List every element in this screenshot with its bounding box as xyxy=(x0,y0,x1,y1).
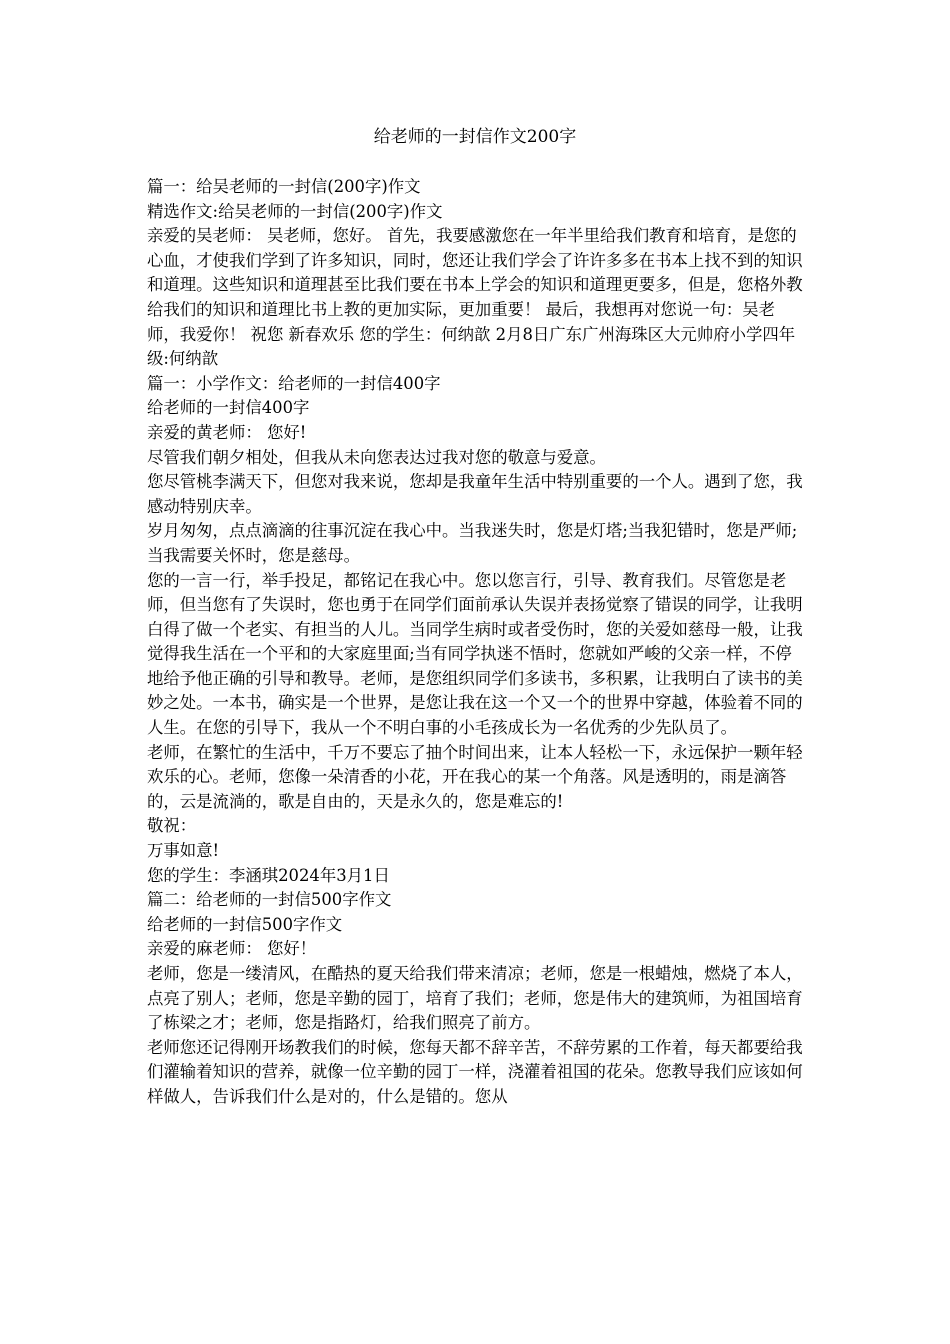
paragraph-body: 您尽管桃李满天下，但您对我来说，您却是我童年生活中特别重要的一个人。遇到了您，我感动特别庆幸。 xyxy=(147,472,803,516)
paragraph-body: 尽管我们朝夕相处，但我从未向您表达过我对您的敬意与爱意。 xyxy=(147,447,606,467)
paragraph-heading-3: 篇二：给老师的一封信500字作文 xyxy=(147,890,392,910)
paragraph-heading-1: 篇一：给吴老师的一封信(200字)作文 xyxy=(147,177,421,196)
paragraph-body: 老师，您是一缕清风，在酷热的夏天给我们带来清凉；老师，您是一根蜡烛，燃烧了本人，点亮了别人；老师，您是辛勤的园丁，培育了我们；老师，您是伟大的建筑师，为祖国培育了栋梁之才；老师，您是指路灯，给我们照亮了前方。 xyxy=(147,964,803,1033)
paragraph-closing: 万事如意! xyxy=(147,841,220,861)
paragraph-subheading-2: 给老师的一封信400字 xyxy=(147,398,310,418)
document-title: 给老师的一封信作文200字 xyxy=(373,127,577,147)
paragraph-body: 老师，在繁忙的生活中，千万不要忘了抽个时间出来，让本人轻松一下，永远保护一颗年轻欢乐的心。老师，您像一朵清香的小花，开在我心的某一个角落。风是透明的，雨是滴答的，云是流淌的，歌是自由的，天是永久的，您是难忘的! xyxy=(147,742,803,811)
paragraph-subheading-1: 精选作文:给吴老师的一封信(200字)作文 xyxy=(147,201,443,221)
document-body xyxy=(147,175,807,1110)
paragraph-heading-2: 篇一：小学作文：给老师的一封信400字 xyxy=(147,373,441,393)
paragraph-body: 老师您还记得刚开场教我们的时候，您每天都不辞辛苦，不辞劳累的工作着，每天都要给我们灌输着知识的营养，就像一位辛勤的园丁一样，浇灌着祖国的花朵。您教导我们应该如何样做人，告诉我们什么是对的，什么是错的。您从 xyxy=(147,1037,803,1106)
paragraph-subheading-3: 给老师的一封信500字作文 xyxy=(147,914,343,934)
paragraph-signature: 您的学生：李涵琪2024年3月1日 xyxy=(147,865,390,885)
paragraph-letter-1: 亲爱的吴老师： 吴老师，您好。 首先，我要感激您在一年半里给我们教育和培育，是您的心血，才使我们学到了许多知识，同时，您还让我们学会了许许多多在书本上找不到的知识和道理。这些知识和道理甚至比我们要在书本上学会的知识和道理更要多，但是，您格外教给我们的知识和道理比书上教的更加实际，更加重要！ 最后，我想再对您说一句：吴老师，我爱你！ 祝您 新春欢乐 您的学生：何纳歆 2月8日广东广州海珠区大元帅府小学四年级:何纳歆 xyxy=(147,226,803,369)
paragraph-closing: 敬祝： xyxy=(147,816,197,836)
paragraph-body: 您的一言一行，举手投足，都铭记在我心中。您以您言行，引导、教育我们。尽管您是老师，但当您有了失误时，您也勇于在同学们面前承认失误并表扬觉察了错误的同学，让我明白得了做一个老实、有担当的人儿。当同学生病时或者受伤时，您的关爱如慈母一般，让我觉得我生活在一个平和的大家庭里面;当有同学执迷不悟时，您就如严峻的父亲一样，不停地给予他正确的引导和教导。老师，是您组织同学们多读书，多积累，让我明白了读书的美妙之处。一本书，确实是一个世界，是您让我在这一个又一个的世界中穿越，体验着不同的人生。在您的引导下，我从一个不明白事的小毛孩成长为一名优秀的少先队员了。 xyxy=(147,570,803,738)
paragraph-salutation-2: 亲爱的黄老师： 您好! xyxy=(147,422,307,442)
paragraph-body: 岁月匆匆，点点滴滴的往事沉淀在我心中。当我迷失时，您是灯塔;当我犯错时，您是严师;当我需要关怀时，您是慈母。 xyxy=(147,521,798,565)
paragraph-salutation-3: 亲爱的麻老师： 您好！ xyxy=(147,939,317,959)
